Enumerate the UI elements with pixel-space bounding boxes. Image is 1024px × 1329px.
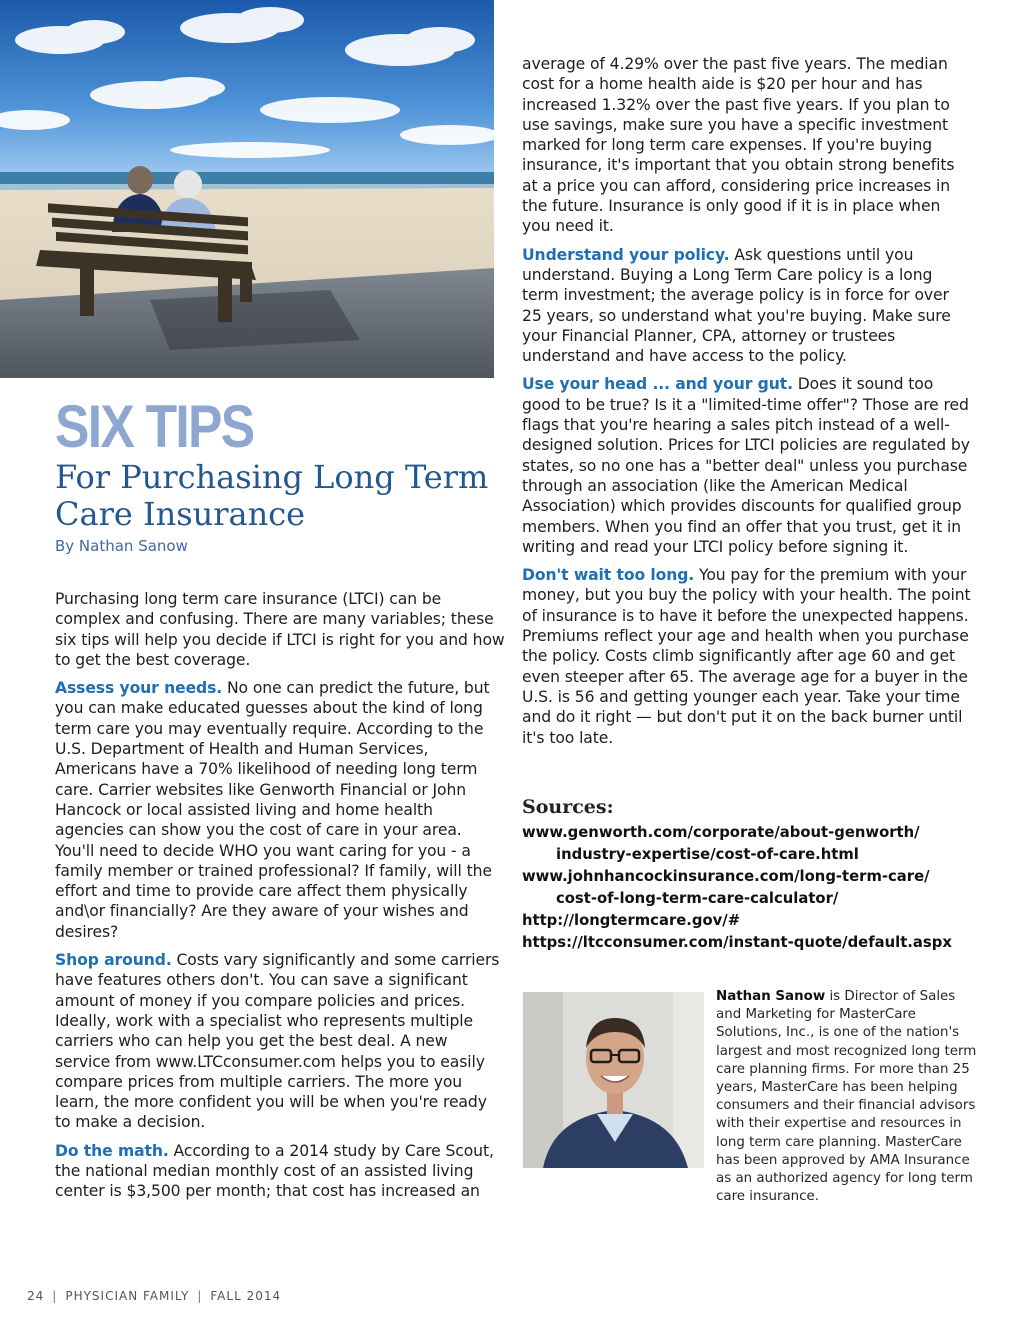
tip-text: No one can predict the future, but you can make educated guesses about the kind of long term care you may eventually require. According to the U.S. Department of Health and Human Services, Americans have a 70% likelihood of needing long term care. Carrier websites like Genworth Financial or John Hancock or local assisted living and home health agencies can show you the cost of care in your area. You'll need to decide WHO you want caring for you - a family member or trained professional? If family, will the effort and time to provide care affect them physically and\or financially? Are they aware of your wishes and desires? bbox=[55, 679, 492, 941]
source-link[interactable]: www.johnhancockinsurance.com/long-term-care/ bbox=[522, 868, 930, 885]
footer-separator: | bbox=[52, 1289, 58, 1303]
tip-lead: Don't wait too long. bbox=[522, 566, 695, 585]
tip-paragraph bbox=[522, 565, 972, 748]
source-link[interactable]: http://longtermcare.gov/# bbox=[522, 912, 741, 929]
sources-heading: Sources: bbox=[522, 796, 614, 818]
source-link[interactable]: www.genworth.com/corporate/about-genworth/ bbox=[522, 824, 920, 841]
tip-paragraph bbox=[55, 1141, 505, 1202]
intro-paragraph: Purchasing long term care insurance (LTCI) can be complex and confusing. There are many variables; these six tips will help you decide if LTCI is right for you and how to get the best coverage. bbox=[55, 590, 505, 669]
article-title: SIX TIPS bbox=[55, 393, 254, 460]
continued-paragraph: average of 4.29% over the past five years. The median cost for a home health aide is $20 per hour and has increased 1.32% over the past five years. If you plan to use savings, make sure you have a specific investment marked for long term care expenses. If you're buying insurance, it's important that you obtain strong benefits at a price you can afford, considering price increases in the future. Insurance is only good if it is in place when you need it. bbox=[522, 55, 955, 236]
author-bio-text: is Director of Sales and Marketing for MasterCare Solutions, Inc., is one of the nation's largest and most recognized long term care planning firms. For more than 25 years, MasterCare has been helping consumers and their financial advisors with their expertise and resources in long term care planning. MasterCare has been approved by AMA Insurance as an authorized agency for long term care insurance. bbox=[716, 989, 977, 1205]
tip-lead: Do the math. bbox=[55, 1141, 169, 1160]
source-link-continued[interactable]: cost-of-long-term-care-calculator/ bbox=[556, 890, 839, 907]
source-link[interactable]: https://ltcconsumer.com/instant-quote/default.aspx bbox=[522, 934, 952, 951]
tip-paragraph bbox=[55, 950, 505, 1133]
issue-date: FALL 2014 bbox=[210, 1289, 282, 1303]
author-photo-illustration bbox=[523, 992, 704, 1168]
beach-bench-illustration bbox=[0, 0, 494, 378]
footer-separator: | bbox=[197, 1289, 203, 1303]
tip-paragraph bbox=[55, 678, 505, 942]
tip-text: Does it sound too good to be true? Is it a "limited-time offer"? Those are red flags that you're hearing a sales pitch instead of a well-designed solution. Prices for LTCI policies are regulated by states, so no one has a "better deal" unless you purchase through an association (like the American Medical Association) which provides discounts for qualified group members. When you find an offer that you trust, get it in writing and read your LTCI policy before signing it. bbox=[522, 375, 970, 556]
article-byline: By Nathan Sanow bbox=[55, 537, 188, 555]
tip-text: According to a 2014 study by Care Scout, the national median monthly cost of an assisted living center is $3,500 per month; that cost has increased an bbox=[55, 1141, 494, 1201]
right-column bbox=[522, 54, 972, 756]
tip-text: Ask questions until you understand. Buying a Long Term Care policy is a long term investment; the average policy is in force for over 25 years, so understand what you're buying. Make sure your Financial Planner, CPA, attorney or trustees understand and have access to the policy. bbox=[522, 245, 951, 366]
tip-lead: Understand your policy. bbox=[522, 245, 730, 264]
tip-paragraph bbox=[522, 374, 972, 557]
tip-paragraph bbox=[522, 245, 972, 367]
tip-text: You pay for the premium with your money, but you buy the policy with your health. The point of insurance is to have it before the unexpected happens. Premiums reflect your age and health when you purchase the policy. Costs climb significantly after age 60 and get even steeper after 65. The average age for a buyer in the U.S. is 56 and getting younger each year. Take your time and do it right — but don't put it on the back burner until it's too late. bbox=[522, 566, 971, 747]
article-subtitle: For Purchasing Long Term Care Insurance bbox=[55, 458, 489, 533]
tip-text: Costs vary significantly and some carriers have features others don't. You can save a significant amount of money if you compare policies and prices. Ideally, work with a specialist who represents multiple carriers who can help you get the best deal. A new service from www.LTCconsumer.com helps you to easily compare prices from multiple carriers. The more you learn, the more confident you will be when you're ready to make a decision. bbox=[55, 951, 500, 1132]
hero-photo-couple-on-bench bbox=[0, 0, 494, 378]
page-footer bbox=[27, 1289, 281, 1303]
author-bio bbox=[716, 988, 978, 1206]
author-name: Nathan Sanow bbox=[716, 989, 826, 1004]
tip-lead: Shop around. bbox=[55, 951, 172, 970]
publication-name: PHYSICIAN FAMILY bbox=[65, 1289, 190, 1303]
author-portrait bbox=[523, 992, 704, 1168]
page-number: 24 bbox=[27, 1289, 45, 1303]
tip-lead: Use your head ... and your gut. bbox=[522, 375, 793, 394]
sources-list bbox=[522, 822, 992, 954]
source-link-continued[interactable]: industry-expertise/cost-of-care.html bbox=[556, 846, 859, 863]
tip-lead: Assess your needs. bbox=[55, 679, 223, 698]
left-column bbox=[55, 589, 505, 1210]
